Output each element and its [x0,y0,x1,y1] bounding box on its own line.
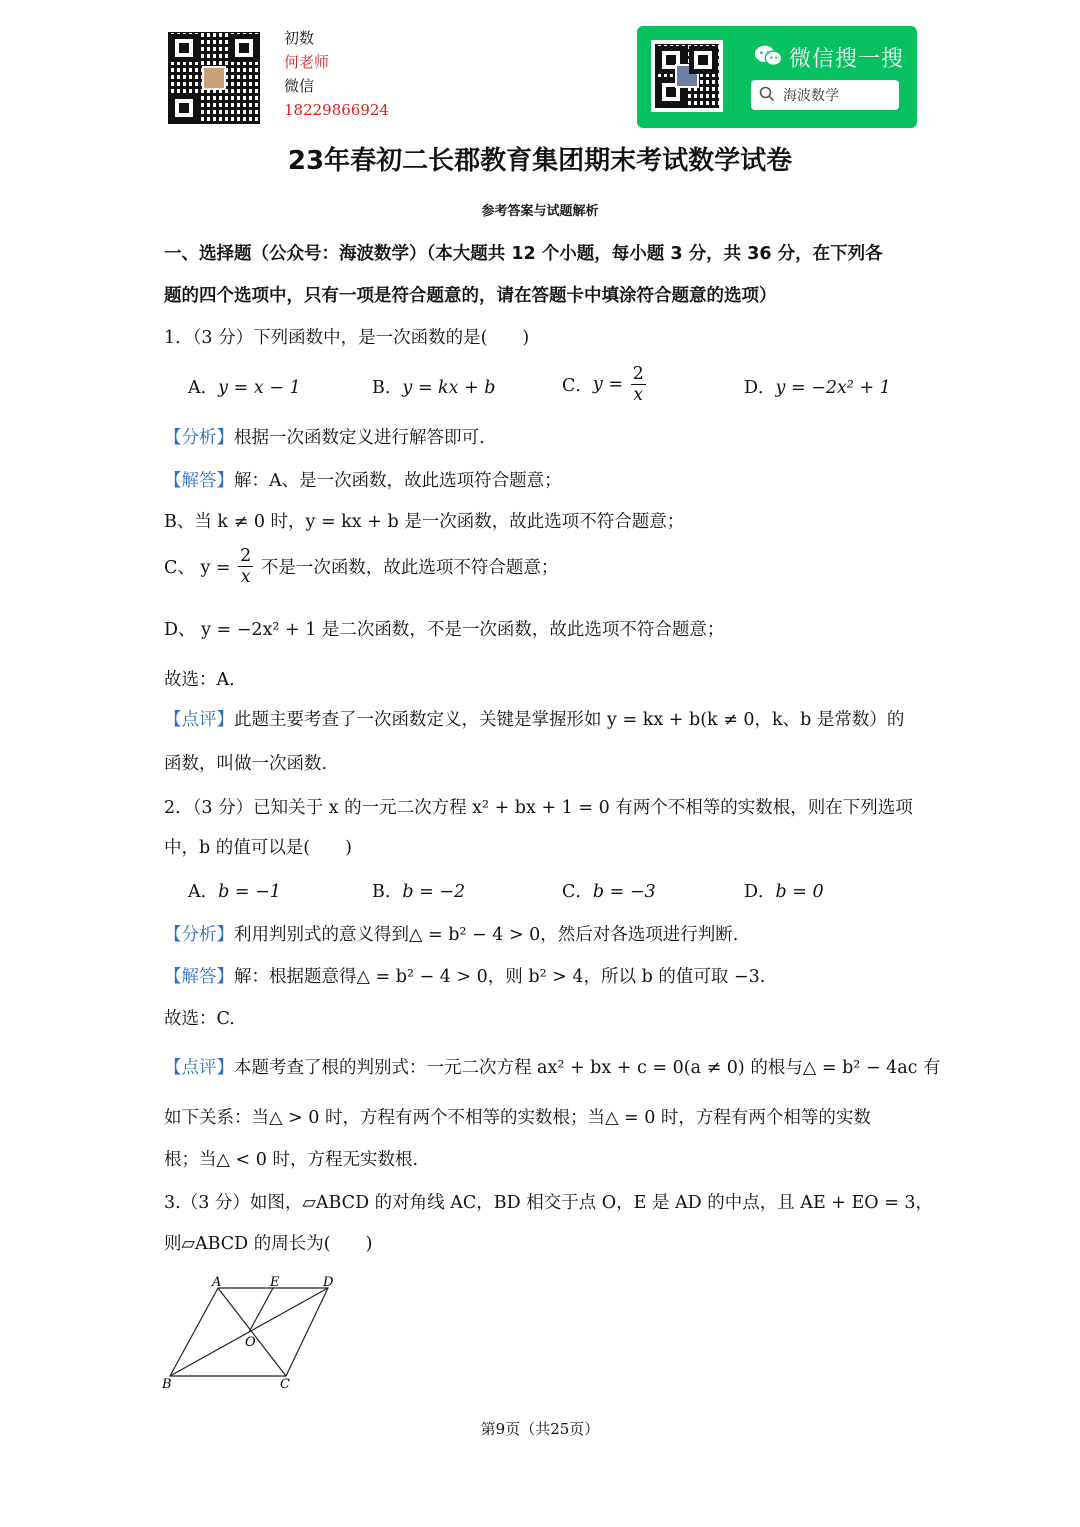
q2-analysis [164,921,924,946]
q1-answer-c-numerator: 2 [240,546,252,566]
wechat-qr-frame [651,40,723,112]
wechat-qr-code [655,44,719,108]
point-a-label: A [212,1275,222,1290]
q2-option-b-letter: B． [372,882,403,902]
q2-comment-tag: 【点评】 [164,1058,234,1078]
q1-answer-c-suffix: 不是一次函数，故此选项不符合题意； [260,558,559,578]
q1-option-a [188,374,301,399]
search-icon [759,86,775,102]
q2-stem-line-2: 中，b 的值可以是( ) [164,838,352,858]
wechat-search-banner[interactable] [637,26,917,128]
q1-answer-text: 解：A、是一次函数，故此选项符合题意； [234,471,562,491]
q1-comment-text: 此题主要考查了一次函数定义，关键是掌握形如 y = kx + b(k ≠ 0，k、b 是常数）的 [234,710,905,730]
q2-option-b-text: b = −2 [402,882,466,902]
q1-analysis [164,424,924,449]
q2-option-c-letter: C． [562,882,593,902]
q2-option-d-letter: D． [744,882,776,902]
q2-comment [164,1054,941,1079]
q1-analysis-tag: 【分析】 [164,428,234,448]
contact-subject: 初数 [284,29,315,47]
wechat-search-box[interactable] [751,80,899,110]
q1-analysis-text: 根据一次函数定义进行解答即可. [234,428,485,448]
q1-option-a-text: y = x − 1 [218,378,301,398]
q1-option-b-letter: B． [372,378,403,398]
q2-option-c-text: b = −3 [592,882,656,902]
teacher-qr-code [168,32,260,124]
q1-option-c-denominator: x [633,385,644,405]
diagonal-ac [218,1288,286,1376]
q2-analysis-tag: 【分析】 [164,925,234,945]
q1-option-d-text: y = −2x² + 1 [775,378,891,398]
q2-answer-text: 解：根据题意得△ = b² − 4 > 0，则 b² > 4，所以 b 的值可取 −3. [234,967,766,987]
q2-option-a [188,878,281,903]
document-subtitle: 参考答案与试题解析 [481,204,599,219]
q2-option-c [562,878,656,903]
q2-option-a-text: b = −1 [218,882,281,902]
section-header-line-2: 题的四个选项中，只有一项是符合题意的，请在答题卡中填涂符合题意的选项） [164,286,777,306]
q1-comment-tag: 【点评】 [164,710,234,730]
q1-option-c-fraction [631,364,646,405]
q3-stem-line-1: 3.（3 分）如图，▱ABCD 的对角线 AC，BD 相交于点 O，E 是 AD 的中点，且 AE + EO = 3， [164,1193,934,1213]
wechat-search-text: 海波数学 [783,88,839,104]
wechat-icon [753,44,783,68]
q1-answer-d: D、 y = −2x² + 1 是二次函数，不是一次函数，故此选项不符合题意； [164,620,725,640]
q1-option-c-prefix: y = [592,374,624,395]
q2-analysis-text: 利用判别式的意义得到△ = b² − 4 > 0，然后对各选项进行判断. [234,925,739,945]
q1-choice: 故选：A. [164,670,235,690]
document-title: 23年春初二长郡教育集团期末考试数学试卷 [287,146,793,176]
q2-option-b [372,878,465,903]
q1-comment [164,706,924,731]
q1-option-d [744,374,891,399]
q1-comment-line-2: 函数，叫做一次函数. [164,754,328,774]
page-footer: 第9页（共25页） [480,1420,600,1438]
q2-answer [164,963,924,988]
q2-comment-line-2: 如下关系：当△ > 0 时，方程有两个不相等的实数根；当△ = 0 时，方程有两个相等的实数 [164,1108,871,1128]
q1-option-c [562,364,648,405]
q1-answer-c-fraction [238,546,253,587]
teacher-contact [284,26,389,122]
q1-option-c-letter: C． [562,376,593,396]
point-e-label: E [270,1275,280,1290]
point-o-label: O [245,1335,256,1350]
q3-stem-line-2: 则▱ABCD 的周长为( ) [164,1234,373,1254]
q1-option-b-text: y = kx + b [402,378,496,398]
q1-answer [164,467,924,492]
q2-option-a-letter: A． [188,882,219,902]
contact-wechat-label: 微信 [284,77,315,95]
q2-comment-text: 本题考查了根的判别式：一元二次方程 ax² + bx + c = 0(a ≠ 0) 的根与△ = b² − 4ac 有 [234,1058,941,1078]
q2-stem-line-1: 2．（3 分）已知关于 x 的一元二次方程 x² + bx + 1 = 0 有两个不相等的实数根，则在下列选项 [164,798,913,818]
contact-teacher: 何老师 [284,53,330,71]
q2-option-d-text: b = 0 [775,882,824,902]
q2-choice: 故选：C. [164,1009,235,1029]
section-header-line-1: 一、选择题（公众号：海波数学）（本大题共 12 个小题，每小题 3 分，共 36 分，在下列各 [164,244,883,264]
q1-option-a-letter: A． [188,378,219,398]
q1-option-b [372,374,496,399]
q1-option-d-letter: D． [744,378,776,398]
q1-stem: 1．（3 分）下列函数中，是一次函数的是( ) [164,328,530,348]
point-c-label: C [280,1377,290,1392]
q1-option-c-numerator: 2 [632,364,644,384]
point-b-label: B [162,1377,172,1392]
q1-answer-tag: 【解答】 [164,471,234,491]
q2-comment-line-3: 根；当△ < 0 时，方程无实数根. [164,1150,419,1170]
q2-answer-tag: 【解答】 [164,967,234,987]
q1-answer-c-prefix: C、 y = [164,558,231,578]
parallelogram-diagram [156,1272,356,1396]
q2-option-d [744,878,824,903]
q1-answer-c-denominator: x [240,567,251,587]
wechat-search-title: 微信搜一搜 [789,47,905,72]
contact-phone: 18229866924 [284,101,389,119]
q1-answer-c [164,546,924,587]
point-d-label: D [323,1275,334,1290]
q1-answer-b: B、当 k ≠ 0 时，y = kx + b 是一次函数，故此选项不符合题意； [164,512,685,532]
